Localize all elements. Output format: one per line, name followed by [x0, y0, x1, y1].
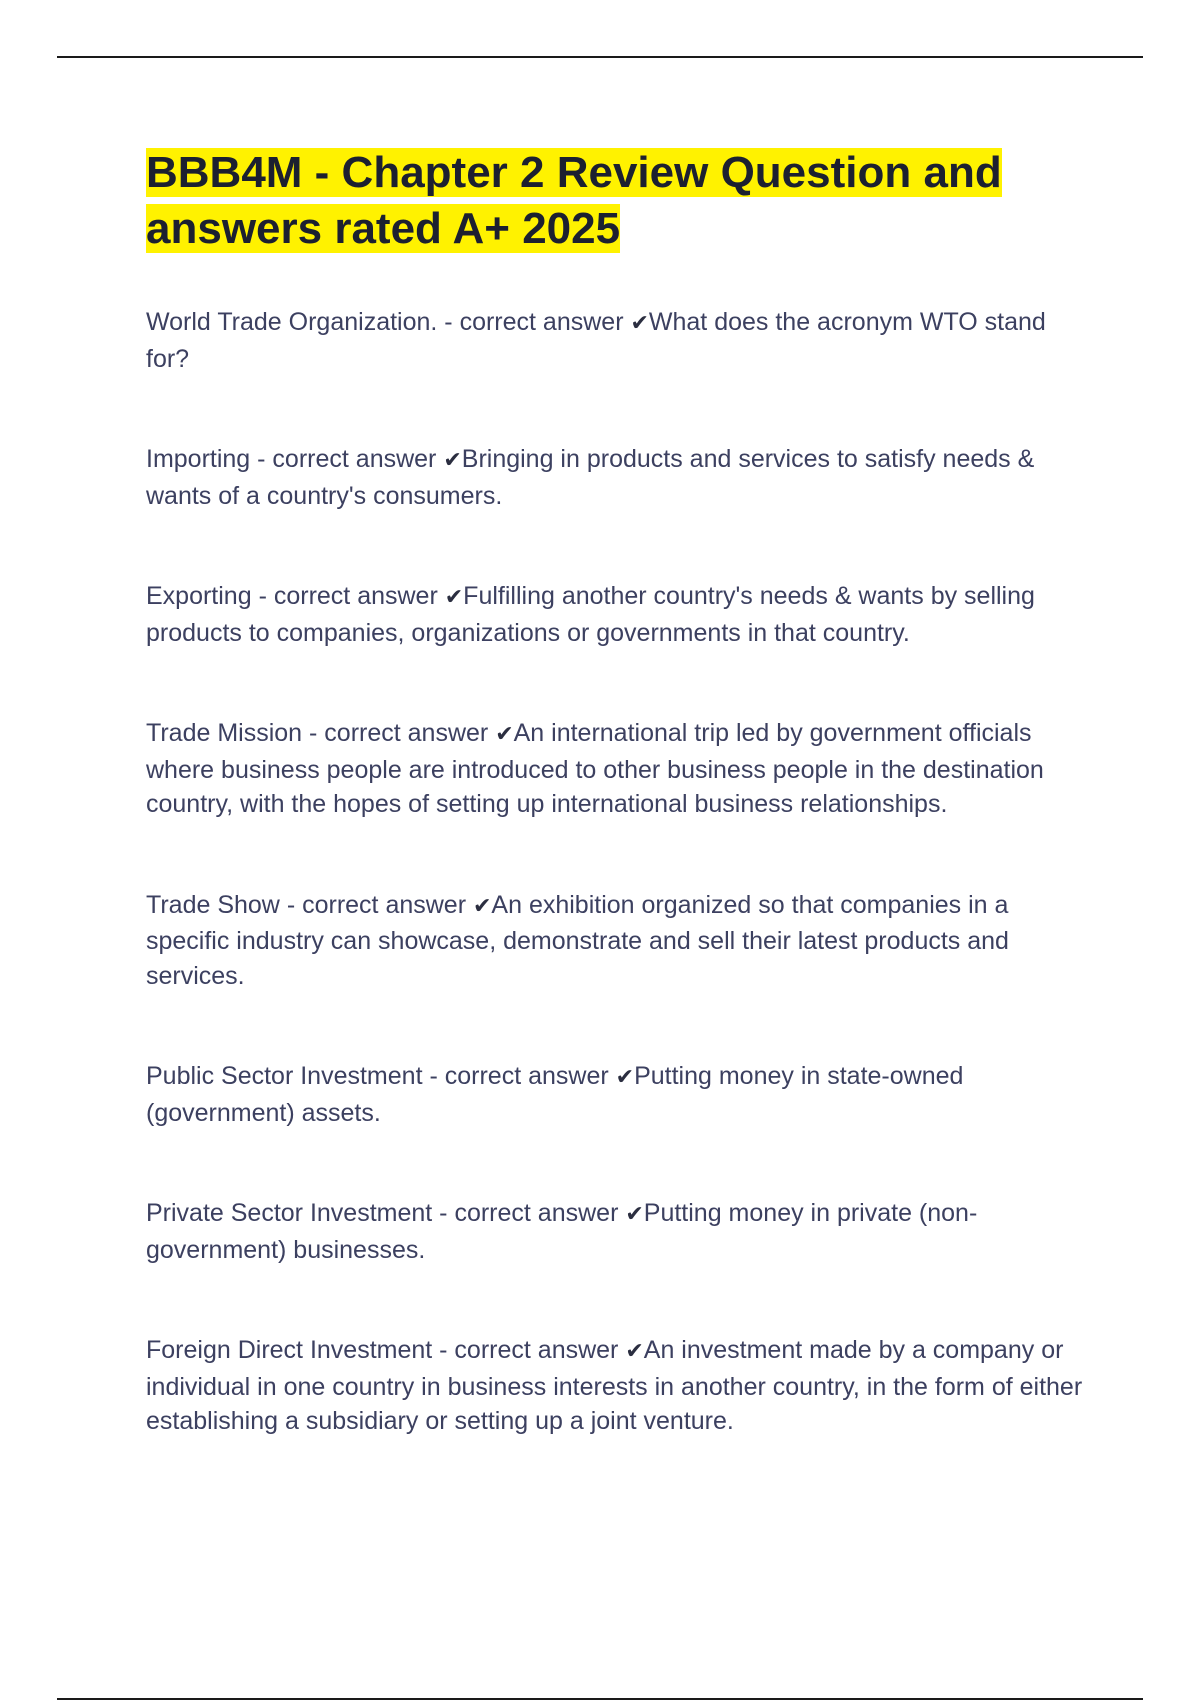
- qa-item: [146, 305, 1086, 376]
- check-mark-icon: ✔: [444, 585, 464, 610]
- check-mark-icon: ✔: [443, 448, 462, 473]
- qa-item: [146, 1333, 1086, 1439]
- qa-item: [146, 888, 1086, 994]
- check-mark-icon: ✔: [625, 1202, 644, 1227]
- title-highlight: BBB4M - Chapter 2 Review Question and answers rated A+ 2025: [146, 148, 1002, 253]
- qa-separator: - correct answer: [432, 1199, 626, 1227]
- check-mark-icon: ✔: [472, 893, 492, 919]
- qa-term: Trade Show: [146, 890, 280, 919]
- qa-item: [146, 1059, 1086, 1130]
- qa-item: [146, 1196, 1086, 1267]
- qa-separator: - correct answer: [251, 582, 445, 610]
- qa-answer: What does the acronym WTO stand for?: [146, 308, 1046, 373]
- qa-item: [146, 442, 1086, 513]
- qa-separator: - correct answer: [250, 445, 444, 473]
- qa-term: World Trade Organization.: [146, 308, 438, 336]
- qa-item: [146, 716, 1086, 822]
- qa-term: Importing: [146, 445, 251, 473]
- qa-answer: Putting money in state-owned (government) assets.: [146, 1062, 964, 1127]
- qa-item: [146, 579, 1086, 650]
- qa-answer: Putting money in private (non-government) businesses.: [146, 1199, 978, 1264]
- qa-term: Exporting: [146, 582, 252, 610]
- qa-list: [146, 305, 1086, 1439]
- qa-separator: - correct answer: [437, 308, 631, 336]
- qa-term: Public Sector Investment: [146, 1062, 423, 1090]
- qa-term: Private Sector Investment: [146, 1199, 433, 1227]
- check-mark-icon: ✔: [630, 311, 649, 336]
- qa-separator: - correct answer: [422, 1062, 616, 1090]
- qa-separator: - correct answer: [432, 1336, 626, 1364]
- qa-answer: An international trip led by government officials where business people are introduced to other business people in the destination country, with the hopes of setting up international business relationships.: [146, 719, 1044, 818]
- qa-answer: Bringing in products and services to satisfy needs & wants of a country's consumers.: [146, 445, 1035, 510]
- qa-separator: - correct answer: [302, 719, 496, 747]
- check-mark-icon: ✔: [625, 1339, 644, 1364]
- qa-answer: Fulfilling another country's needs & wants by selling products to companies, organizations or governments in that country.: [146, 582, 1035, 647]
- qa-term: Foreign Direct Investment: [146, 1336, 433, 1364]
- document-title: [146, 145, 1086, 257]
- check-mark-icon: ✔: [615, 1065, 635, 1090]
- qa-term: Trade Mission: [146, 719, 303, 747]
- document-body: [146, 145, 1086, 1505]
- qa-answer: An exhibition organized so that companies in a specific industry can showcase, demonstrate and sell their latest products and services.: [146, 890, 1009, 990]
- top-rule: [57, 56, 1143, 58]
- check-mark-icon: ✔: [495, 722, 514, 747]
- qa-answer: An investment made by a company or individual in one country in business interests in another country, in the form of either establishing a subsidiary or setting up a joint venture.: [146, 1336, 1083, 1435]
- qa-separator: - correct answer: [279, 890, 473, 919]
